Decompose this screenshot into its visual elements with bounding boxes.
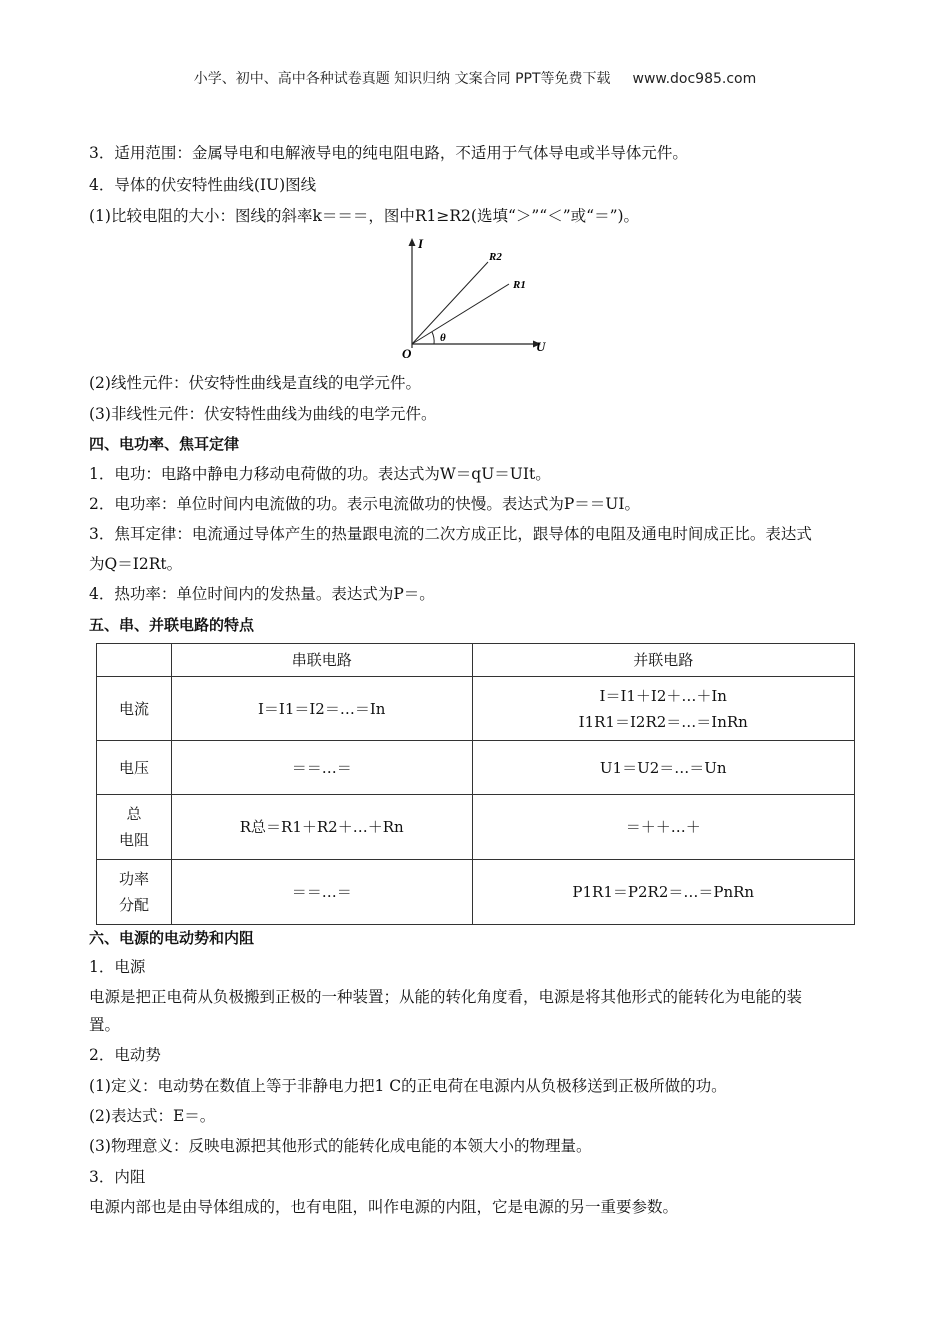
origin-label: O: [402, 346, 412, 361]
series-cell: ＝＝…＝: [171, 860, 472, 925]
table-row: [97, 677, 855, 741]
line-p4: 4．热功率：单位时间内的发热量。表达式为P＝。: [89, 585, 435, 603]
axis-y-label: I: [418, 236, 424, 251]
line-e7: 3．内阻: [89, 1168, 146, 1186]
line-e2a: 电源是把正电荷从负极搬到正极的一种装置；从能的转化角度看，电源是将其他形式的能转化为电能的装: [89, 988, 803, 1006]
line-p2: 2．电功率：单位时间内电流做的功。表示电流做功的快慢。表达式为P＝＝UI。: [89, 495, 640, 513]
line-l4: (2)线性元件：伏安特性曲线是直线的电学元件。: [89, 374, 421, 392]
line-l5: (3)非线性元件：伏安特性曲线为曲线的电学元件。: [89, 405, 437, 423]
row-label-line: 电阻: [118, 831, 149, 849]
table-header-cell: 串联电路: [171, 644, 472, 677]
page-header: [0, 68, 950, 88]
line-e5: (2)表达式：E＝。: [89, 1107, 216, 1125]
row-label-line: 功率: [118, 870, 149, 888]
line-e3: 2．电动势: [89, 1046, 161, 1064]
parallel-line: I1R1＝I2R2＝…＝InRn: [578, 712, 748, 731]
line-e4: (1)定义：电动势在数值上等于非静电力把1 C的正电荷在电源内从负极移送到正极所做的功。: [89, 1077, 727, 1095]
series-cell: ＝＝…＝: [171, 741, 472, 795]
row-label: [97, 795, 172, 860]
table-header-cell: 并联电路: [472, 644, 855, 677]
iu-graph: [396, 234, 556, 364]
angle-label: θ: [440, 332, 446, 344]
row-label: 电流: [97, 677, 172, 741]
line-e8: 电源内部也是由导体组成的，也有电阻，叫作电源的内阻，它是电源的另一重要参数。: [89, 1198, 679, 1216]
line-p3b: 为Q＝I2Rt。: [89, 555, 183, 573]
circuit-table: [96, 643, 855, 925]
section-5-heading: 五、串、并联电路的特点: [89, 616, 255, 634]
row-label: 电压: [97, 741, 172, 795]
line-l2: 4．导体的伏安特性曲线(IU)图线: [89, 176, 317, 194]
line-l1: 3．适用范围：金属导电和电解液导电的纯电阻电路，不适用于气体导电或半导体元件。: [89, 144, 688, 162]
angle-arc: [432, 332, 434, 344]
r2-label: R2: [489, 251, 502, 263]
series-cell: I＝I1＝I2＝…＝In: [171, 677, 472, 741]
table-row: [97, 795, 855, 860]
line-l3: (1)比较电阻的大小：图线的斜率k＝＝＝，图中R1≥R2(选填“＞”“＜”或“＝”)。: [89, 207, 640, 225]
line-r1: [412, 284, 509, 344]
row-label: [97, 860, 172, 925]
line-r2: [412, 262, 488, 344]
row-label-line: 分配: [118, 896, 149, 914]
line-e2b: 置。: [89, 1016, 121, 1034]
parallel-cell: P1R1＝P2R2＝…＝PnRn: [472, 860, 855, 925]
row-label-line: 总: [126, 805, 142, 823]
parallel-cell: ＝＋＋…＋: [472, 795, 855, 860]
line-p3a: 3．焦耳定律：电流通过导体产生的热量跟电流的二次方成正比，跟导体的电阻及通电时间成正比。表达式: [89, 525, 812, 543]
line-e1: 1．电源: [89, 958, 146, 976]
section-4-heading: 四、电功率、焦耳定律: [89, 435, 240, 453]
parallel-line: I＝I1＋I2＋…＋In: [599, 686, 727, 705]
y-axis-arrow: [409, 238, 416, 246]
header-site[interactable]: www.doc985.com: [632, 71, 757, 87]
series-cell: R总＝R1＋R2＋…＋Rn: [171, 795, 472, 860]
table-header-cell: [97, 644, 172, 677]
header-text: 小学、初中、高中各种试卷真题 知识归纳 文案合同 PPT等免费下载: [193, 71, 611, 87]
parallel-cell: U1＝U2＝…＝Un: [472, 741, 855, 795]
axis-x-label: U: [536, 339, 546, 354]
r1-label: R1: [513, 279, 526, 291]
section-6-heading: 六、电源的电动势和内阻: [89, 929, 255, 947]
table-row: [97, 741, 855, 795]
line-p1: 1．电功：电路中静电力移动电荷做的功。表达式为W＝qU＝UIt。: [89, 465, 551, 483]
line-e6: (3)物理意义：反映电源把其他形式的能转化成电能的本领大小的物理量。: [89, 1137, 592, 1155]
parallel-cell: [472, 677, 855, 741]
table-header-row: [97, 644, 855, 677]
table-row: [97, 860, 855, 925]
